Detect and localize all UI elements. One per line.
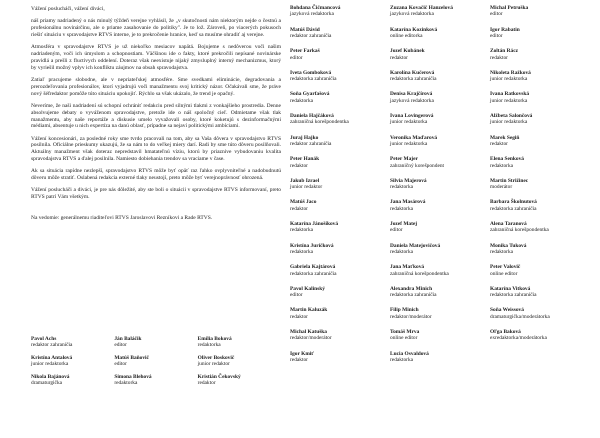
roster-entry (290, 178, 389, 200)
signatory-role: redaktor (290, 356, 308, 363)
roster-entry (290, 70, 389, 92)
roster-entry (490, 156, 589, 178)
signatory-name: Juraj Hajko (290, 134, 319, 141)
letter-paragraph: Vážení poslucháči a diváci, je pre nás dôležité, aby ste boli o situácii v spravodajstve RTVS informovaní, preto RTVS patrí Vám všetkým. (31, 187, 281, 201)
signatory-role: junior redaktorka (390, 119, 428, 126)
signatory-role: redaktorka (390, 356, 414, 363)
signatory-name: Veronika Maďarová (390, 134, 438, 141)
signatory-role: redaktorka (290, 227, 314, 234)
signatory-name: Matúš Dávid (290, 26, 320, 33)
roster-entry (290, 48, 389, 70)
roster-entry (490, 178, 589, 200)
roster-entry (390, 135, 489, 157)
signatory-role: redaktorka (114, 380, 138, 387)
signatory-role: junior redaktor (197, 361, 230, 368)
signatory-role: editor (290, 54, 303, 61)
signatory-name: Martin Strižinec (490, 177, 529, 184)
signature-row (31, 355, 281, 368)
roster-entry (390, 221, 489, 243)
signatory-name: Ivana Lovingerová (390, 112, 434, 119)
signature (198, 336, 265, 349)
signatory-name: Simona Blehová (114, 373, 152, 380)
signatory-role: redaktorka zahraničia (490, 205, 537, 212)
signatory-role: redaktor (390, 54, 408, 61)
signatory-name: Matúš Jaco (290, 199, 317, 206)
roster-entry (490, 91, 589, 113)
signatory-name: Michal Katuška (290, 328, 327, 335)
signatory-role: redaktor zahraničia (31, 342, 73, 349)
signatory-role: redaktor/moderátor (390, 313, 432, 320)
signatory-role: redaktorka zahraničia (290, 76, 337, 83)
roster-entry (490, 48, 589, 70)
roster-entry (290, 307, 389, 329)
signatory-name: Bohdana Čičmancová (290, 5, 341, 11)
signatory-role: zahraničná korešpondentka (390, 270, 449, 277)
signatory-name: Jozef Kubánek (390, 48, 425, 55)
signature (114, 374, 181, 387)
signatory-name: Jana Masárová (390, 199, 426, 206)
signature (31, 336, 98, 349)
letter-paragraph: Vážení koncesionári, za posledné roky sme tvrdo pracovali na tom, aby sa Vaša dôvera v spravodajstvo RTVS posilnila. Oficiálne prieskumy ukazujú, že sa nám to do veľkej miery darí. Radi by sme túto dôveru posilňovali. Aktuálny manažment však doteraz nepredstavil hmatateľnú víziu, ktorú by priaznive vybudovaniu kvalita spravodajstva RTVS a ďalej posilnila. Namiesto dobiehania trendov sa vraciame v čase. (31, 135, 281, 163)
roster-entry (490, 199, 589, 221)
signatory-name: Soňa Weissová (490, 307, 524, 314)
signatory-role: zahraničná korešpondentka (490, 227, 549, 234)
roster-entry (390, 264, 489, 286)
roster-entry (290, 91, 389, 113)
signatory-role: online editor (390, 335, 418, 342)
roster-column (290, 5, 389, 372)
signature (198, 374, 265, 387)
signatory-role: redaktor (290, 205, 308, 212)
signatory-name: Iveta Gomboková (290, 69, 332, 76)
signatory-role: online editorka (390, 33, 423, 39)
signatory-role: redaktorka zahraničia (390, 76, 437, 83)
roster-entry (290, 351, 389, 373)
roster-entry (390, 27, 489, 49)
signatory-name: Alžbeta Salončová (490, 112, 533, 119)
roster-entry (290, 199, 389, 221)
signatory-role: redaktorka (490, 248, 514, 255)
signatory-name: Barbara Školnutová (490, 199, 537, 206)
signatory-name: Kristián Čekovský (197, 373, 241, 380)
signatory-name: Jozef Matej (390, 220, 418, 227)
letter-paragraph: Zatiaľ pracujeme slobodne, ale v nepriateľskej atmosfére. Sme svedkami eliminácie, degradovania a prerozdeľovania profesionálov, ktorí vyjadrujú voči manažmentu svoj kritický názor. Očakávali sme, že práve nový šéfredaktor pomôže túto situáciu upokojiť. Rýchlo sa však ukázalo, že trend je opačný. (31, 76, 281, 97)
signatory-role: editor (390, 227, 403, 234)
roster-entry (490, 221, 589, 243)
signatory-name: Katarína Jánošíková (290, 220, 339, 227)
signatory-name: Martin Kaluzák (290, 307, 328, 314)
roster-entry (290, 27, 389, 49)
signatory-name: Zoltán Rácz (490, 48, 518, 55)
signatory-role: redaktorka zahraničia (390, 292, 437, 299)
signatory-role: editor (490, 11, 503, 18)
signature (114, 336, 181, 349)
signatory-name: Ivana Ratkovská (490, 91, 530, 98)
roster-entry (290, 286, 389, 308)
signatory-role: jazyková redaktorka (390, 97, 434, 104)
signatory-role: redaktorka (490, 162, 514, 169)
letter-cc-note: Na vedomie: generálnemu riaditeľovi RTVS Jaroslavovi Rezníkovi a Rade RTVS. (31, 215, 213, 222)
roster-entry (290, 221, 389, 243)
signatory-name: Pavol Kalinský (290, 285, 325, 292)
roster-column (390, 5, 489, 372)
signatory-role: redaktor (290, 313, 308, 320)
signatory-name: Gabriela Kajtárová (290, 264, 336, 271)
signatory-role: junior redaktorka (490, 119, 528, 126)
signatory-role: dramaturgička (31, 380, 63, 387)
signatory-name: Peter Farkaš (290, 48, 320, 55)
signatory-name: Nikoleta Ražková (490, 69, 531, 76)
signatory-name: Elena Senková (490, 156, 524, 163)
roster-entry (490, 70, 589, 92)
signatory-name: Filip Minich (390, 307, 419, 314)
roster-entry (290, 5, 389, 27)
signatory-role: junior redaktor (290, 184, 323, 191)
signatory-role: jazyková redaktorka (390, 11, 434, 18)
signatory-role: redaktorka (390, 184, 414, 191)
signatory-name: Ján Baláčik (114, 336, 142, 342)
letter-paragraph: Ak sa situácia rapídne nezlepší, spravodajstvo RTVS môže byť opäť raz ľahko ovplyvniteľné a nadobudnutú dôveru môže stratiť. Oslabená redakcia externé tlaky neustojí, preto môže byť verejnoprávnosť ohrozená. (31, 168, 281, 182)
roster-entry (390, 48, 489, 70)
signatory-role: redaktor (290, 162, 308, 169)
signatory-name: Nikola Bajánová (31, 373, 70, 380)
signatory-name: Katarína Vitková (490, 285, 531, 292)
roster-entry (390, 286, 489, 308)
signatory-name: Oliver Boskovič (197, 354, 235, 361)
signatory-name: Jana Maťková (390, 264, 425, 271)
signatory-name: Pavol Achs (31, 336, 57, 342)
signatory-role: editor (290, 292, 303, 299)
roster-entry (490, 5, 589, 27)
letter-paragraph: náš priamy nadriadený o nás minulý týždeň verejne vyhlásil, že „v skutočnosti nám niektorým nejde o čestnú a profesionálnu novinárčinu, ale o priame zasahovanie do politiky". Je to lož. Zároveň, po viacerých pokusoch riešiť situáciu v spravodajstve RTVS interne, je to prekročenie hranice, keď sa musíme ohradiť aj verejne. (31, 18, 281, 38)
signatory-role: zahraničná korešpondentka (290, 119, 349, 126)
signatory-role: junior redaktorka (31, 361, 69, 368)
signatures-block (31, 336, 281, 392)
signatory-name: Soňa Gyarfašová (290, 91, 330, 98)
roster-entry (390, 307, 489, 329)
roster-entry (290, 329, 389, 351)
roster-entry (390, 113, 489, 135)
signatory-name: Denisa Krajčírová (390, 91, 433, 98)
signatory-name: Karolína Kučerová (390, 69, 435, 76)
signature (31, 355, 98, 368)
signature (114, 355, 181, 368)
roster-entry (490, 286, 589, 308)
signatory-role: redaktor/moderátor (290, 335, 332, 342)
roster-entry (390, 199, 489, 221)
signatory-role: redaktorka zahraničia (490, 292, 537, 299)
roster-entry (390, 156, 489, 178)
signatory-role: redaktor (490, 140, 508, 147)
signatory-role: redaktor zahraničia (290, 140, 332, 147)
signatory-role: editor (114, 342, 127, 349)
signatory-name: Igor Rabatin (490, 26, 520, 33)
signatory-role: redaktor (197, 380, 216, 387)
signatory-role: redaktorka zahraničia (290, 270, 337, 277)
signatory-name: Silvia Majerová (390, 177, 427, 184)
signatory-name: Kristína Antalová (31, 354, 73, 361)
signatory-role: redaktorka (197, 342, 221, 349)
roster-entry (390, 178, 489, 200)
roster-entry (490, 27, 589, 49)
roster-entry (490, 243, 589, 265)
signatory-role: redaktorka (290, 248, 314, 255)
roster-column (490, 5, 589, 372)
roster-entry (490, 307, 589, 329)
signatory-role: editor (490, 33, 503, 39)
signatory-role: junior redaktorka (490, 76, 528, 83)
roster-entry (390, 329, 489, 351)
roster-entry (490, 113, 589, 135)
signatory-role: online editor (490, 270, 518, 277)
signatory-role: editor (114, 361, 127, 368)
signatory-role: moderátor (490, 184, 513, 191)
signatory-name: Lucia Osvaldová (390, 350, 429, 357)
signatory-name: Monika Tuková (490, 242, 527, 249)
signatory-name: Daniela Hajčáková (290, 112, 334, 119)
signature-row (31, 374, 281, 387)
roster-entry (490, 264, 589, 286)
roster-entry (390, 243, 489, 265)
roster-entry (290, 113, 389, 135)
signatory-name: Jakub Izrael (290, 177, 320, 184)
signatory-name: Tomáš Mrva (390, 328, 420, 335)
signature (31, 374, 98, 387)
signatory-role: redaktor zahraničia (290, 33, 332, 39)
signatory-name: Katarína Kozinková (390, 26, 438, 33)
letter-salutation: Vážení poslucháči, vážení diváci, (31, 6, 105, 12)
signature (198, 355, 265, 368)
roster-entry (290, 264, 389, 286)
signatory-role: exredaktorka/moderátorka (490, 335, 547, 342)
roster-entry (390, 91, 489, 113)
signatory-role: junior redaktorka (390, 140, 428, 147)
signatory-name: Alena Taranová (490, 220, 527, 227)
signatory-name: Matúš Baňovič (114, 354, 149, 361)
signatory-name: Marek Segiň (490, 134, 520, 141)
roster-entry (390, 351, 489, 373)
signatory-name: Daniela Matejovičová (390, 242, 441, 249)
roster-entry (290, 243, 389, 265)
roster-entry (290, 135, 389, 157)
signatory-name: Igor Kmiť (290, 350, 315, 357)
signatory-role: redaktorka (390, 248, 414, 255)
signatory-role: jazyková redaktorka (290, 11, 334, 18)
signatory-name: Oľga Baková (490, 328, 521, 335)
roster-entry (290, 156, 389, 178)
signatory-name: Alexandra Minich (390, 285, 433, 292)
signatory-name: Zuzana Kovačič Hanzelová (390, 5, 453, 11)
letter-paragraph: Atmosféra v spravodajstve RTVS je už niekoľko mesiacov napätá. Bojujeme s nedôverou voči našim nadriadeným, voči ich úmyslom a schopnostiam. Väčšinou ide o fakty, ktoré prekročili nepísané novinárske pravidlá a prešli z fluctivych oddelení. Doteraz však neexistuje nijaký zmysluplný interný mechanizmus, ktorý by vyriešil možný vplyv ich konfliktu záujmov na obsah spravodajstva. (31, 44, 281, 71)
signatory-name: Kristína Juričková (290, 242, 334, 249)
signatory-role: junior redaktorka (490, 97, 528, 104)
signatory-role: zahraničný korešpondent (390, 162, 445, 169)
signatory-roster (290, 5, 590, 372)
roster-entry (490, 329, 589, 351)
roster-entry (390, 5, 489, 27)
open-letter-text (31, 6, 281, 227)
roster-entry (390, 70, 489, 92)
signatory-role: redaktor (490, 54, 508, 61)
signatory-role: dramaturgička/moderátorka (490, 313, 550, 320)
signatory-name: Peter Hanák (290, 156, 320, 163)
roster-entry (490, 135, 589, 157)
signatory-name: Emília Boková (197, 336, 232, 342)
signatory-role: redaktorka (390, 205, 414, 212)
signatory-name: Peter Majer (390, 156, 418, 163)
signature-row (31, 336, 281, 349)
letter-paragraph: Neveríme, že naši nadriadení sú schopní ochrániť redakciu pred silnými tlakmi z vonkajšieho prostredia. Denne absolvujeme debaty o vyváženom spravodajstve, pretože ide o náš spoločný cieľ. Odmietame však tlak manažmentu, aby naše reportáže a diskusie umelo vyvažovali osoby, ktoré koketujú s dezinformačnými médiami, absentuje u nich expertíza na danú oblasť, prípadne sa nejaví politickými ambíciami. (31, 102, 281, 130)
signatory-name: Peter Valovič (490, 264, 521, 271)
signatory-name: Michal Petruška (490, 5, 529, 11)
signatory-role: redaktorka (290, 97, 314, 104)
